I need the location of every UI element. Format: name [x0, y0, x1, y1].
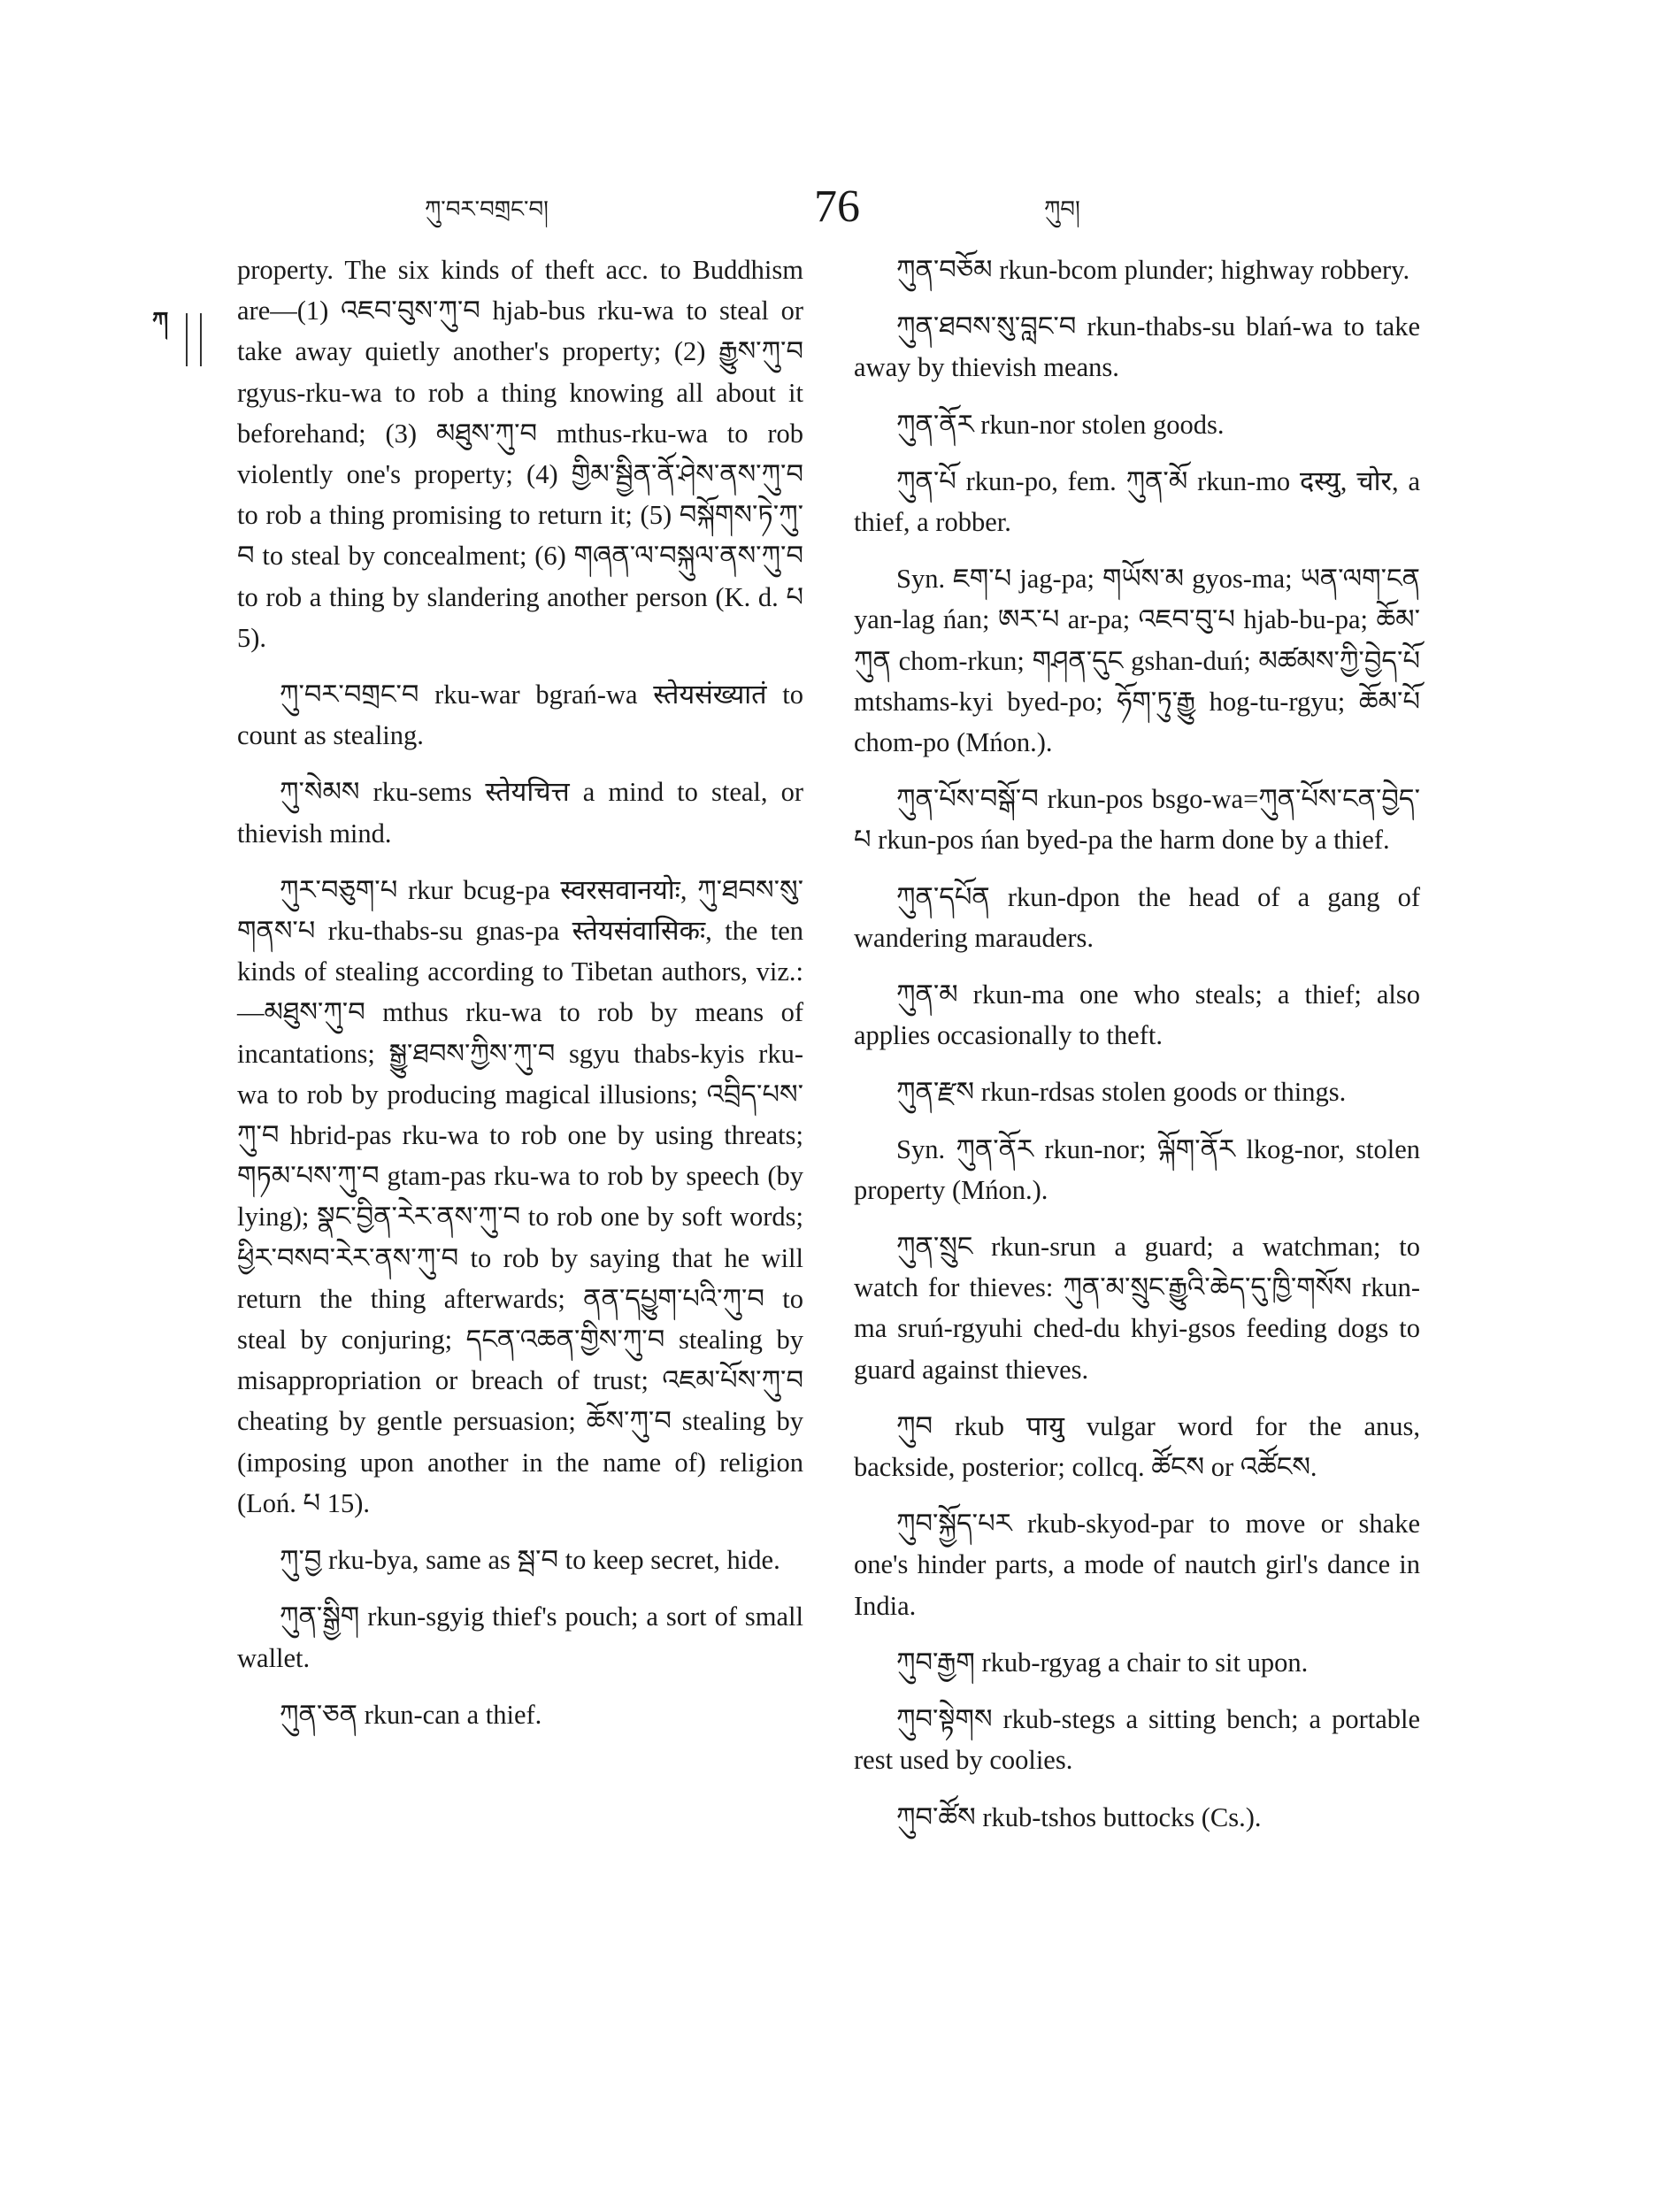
entry-rku-bya: ཀུ་བྱ rku-bya, same as སྦ་བ to keep secret, hide.	[280, 1545, 780, 1576]
margin-section-mark	[152, 310, 196, 372]
entry-property-continuation: property. The six kinds of theft acc. to Buddhism are—(1) འཇབ་བུས་ཀུ་བ hjab-bus rku-wa to steal or take away quietly another's property; (2) རྒྱུས་ཀུ་བ rgyus-rku-wa to rob a thing knowing all about it beforehand; (3) མཐུས་ཀུ་བ mthus-rku-wa to rob violently one's property; (4) གྱིམ་སྦྱིན་ནོ་ཤེས་ནས་ཀུ་བ to rob a thing promising to return it; (5) བསྐོགས་ཏེ་ཀུ་བ to steal by concealment; (6) གཞན་ལ་བསྐུལ་ནས་ཀུ་བ to rob a thing by slandering another person (K. d. པ 5).	[237, 255, 803, 653]
entry-rkub-tshos: ཀུབ་ཚོས rkub-tshos buttocks (Cs.).	[896, 1801, 1262, 1832]
entry-rkun-rdsas: ཀུན་རྫས rkun-rdsas stolen goods or things.	[896, 1077, 1347, 1108]
left-column	[237, 250, 803, 1751]
entry-rkun-thabs-su-blan-wa: ཀུན་ཐབས་སུ་བླང་བ rkun-thabs-su blań-wa to take away by thievish means.	[854, 311, 1420, 383]
margin-bar-mark	[186, 313, 202, 366]
header-left-headword: ཀུ་བར་བགྲང་བ།	[425, 196, 549, 223]
entry-rkur-bcug-pa: ཀུར་བཅུག་པ rkur bcug-pa स्वरसवानयोः, ཀུ་ཐབས་སུ་གནས་པ rku-thabs-su gnas-pa स्तेयसंवासिकः, the ten kinds of stealing according to Tibetan authors, viz.:—མཐུས་ཀུ་བ mthus rku-wa to rob by means of incantations; སྒྱུ་ཐབས་ཀྱིས་ཀུ་བ sgyu thabs-kyis rku-wa to rob by producing magical illusions; འབྲིད་པས་ཀུ་བ hbrid-pas rku-wa to rob one by using threats; གཏམ་པས་ཀུ་བ gtam-pas rku-wa to rob by speech (by lying); སྣང་བྱིན་རེར་ནས་ཀུ་བ to rob one by soft words; ཕྱིར་བསབ་རེར་ནས་ཀུ་བ to rob by saying that he will return the thing afterwards; ནན་དཔྱུག་པའི་ཀུ་བ to steal by conjuring; དངན་འཆན་གྱིས་ཀུ་བ stealing by misappropriation or breach of trust; འཇམ་པོས་ཀུ་བ cheating by gentle persuasion; ཆོས་ཀུ་བ stealing by (imposing upon another in the name of) religion (Loń. པ 15).	[237, 874, 803, 1518]
entry-rkun-nor: ཀུན་ནོར rkun-nor stolen goods.	[896, 409, 1225, 440]
entry-rkun-sgyig: ཀུན་སྒྱིག rkun-sgyig thief's pouch; a sort of small wallet.	[237, 1601, 803, 1673]
entry-rkub-rgyag: ཀུབ་རྒྱག rkub-rgyag a chair to sit upon.	[896, 1647, 1309, 1678]
margin-tibetan-glyph: ཀ	[152, 308, 169, 334]
entry-rkub: ཀུབ rkub पायु vulgar word for the anus, backside, posterior; collcq. ཚོངས or འཚོངས.	[854, 1410, 1420, 1483]
entry-syn-rkun-po: Syn. ཇག་པ jag-pa; གཡོས་མ gyos-ma; ཡན་ལག་ངན yan-lag ńan; ཨར་པ ar-pa; འཇབ་བུ་པ hjab-bu-pa; ཆོམ་ཀུན chom-rkun; གཤན་དུང gshan-duń; མཚམས་ཀྱི་བྱེད་པོ mtshams-kyi byed-po; ཧོག་ཏུ་རྒྱུ hog-tu-rgyu; ཆོམ་པོ chom-po (Mńon.).	[854, 564, 1420, 758]
page-header	[0, 173, 1659, 244]
entry-rkun-bcom: ཀུན་བཅོམ rkun-bcom plunder; highway robbery.	[896, 255, 1410, 285]
entry-rkun-pos-bsgo-wa: ཀུན་པོས་བསྒོ་བ rkun-pos bsgo-wa=ཀུན་པོས་ངན་བྱེད་པ rkun-pos ńan byed-pa the harm done by a thief.	[854, 784, 1420, 856]
entry-rkun-po: ཀུན་པོ rkun-po, fem. ཀུན་མོ rkun-mo दस्यु, चोर, a thief, a robber.	[854, 465, 1420, 538]
entry-rkun-ma: ཀུན་མ rkun-ma one who steals; a thief; also applies occasionally to theft.	[854, 979, 1420, 1051]
right-column	[854, 250, 1420, 1854]
entry-syn-rkun-nor: Syn. ཀུན་ནོར rkun-nor; ལྐོག་ནོར lkog-nor, stolen property (Mńon.).	[854, 1133, 1420, 1205]
entry-rkun-dpon: ཀུན་དཔོན rkun-dpon the head of a gang of wandering marauders.	[854, 881, 1420, 953]
entry-rku-sems: ཀུ་སེམས rku-sems स्तेयचित्त a mind to steal, or thievish mind.	[237, 777, 803, 849]
entry-rku-war-bgran-wa: ཀུ་བར་བགྲང་བ rku-war bgrań-wa स्तेयसंख्यातं to count as stealing.	[237, 680, 803, 751]
page-number: 76	[814, 181, 860, 232]
entry-rkub-skyod-par: ཀུབ་སྐྱོད་པར rkub-skyod-par to move or shake one's hinder parts, a mode of nautch girl's dance in India.	[854, 1509, 1420, 1621]
header-right-headword: ཀུབ།	[1044, 196, 1080, 223]
entry-rkun-srun: ཀུན་སྲུང rkun-srun a guard; a watchman; to watch for thieves: ཀུན་མ་སྲུང་རྒྱུའི་ཆེད་དུ་ཁྱི་གསོས rkun-ma sruń-rgyuhi ched-du khyi-gsos feeding dogs to guard against thieves.	[854, 1232, 1420, 1385]
entry-rkun-can: ཀུན་ཅན rkun-can a thief.	[280, 1699, 542, 1730]
entry-rkub-stegs: ཀུབ་སྟེགས rkub-stegs a sitting bench; a portable rest used by coolies.	[854, 1704, 1420, 1776]
